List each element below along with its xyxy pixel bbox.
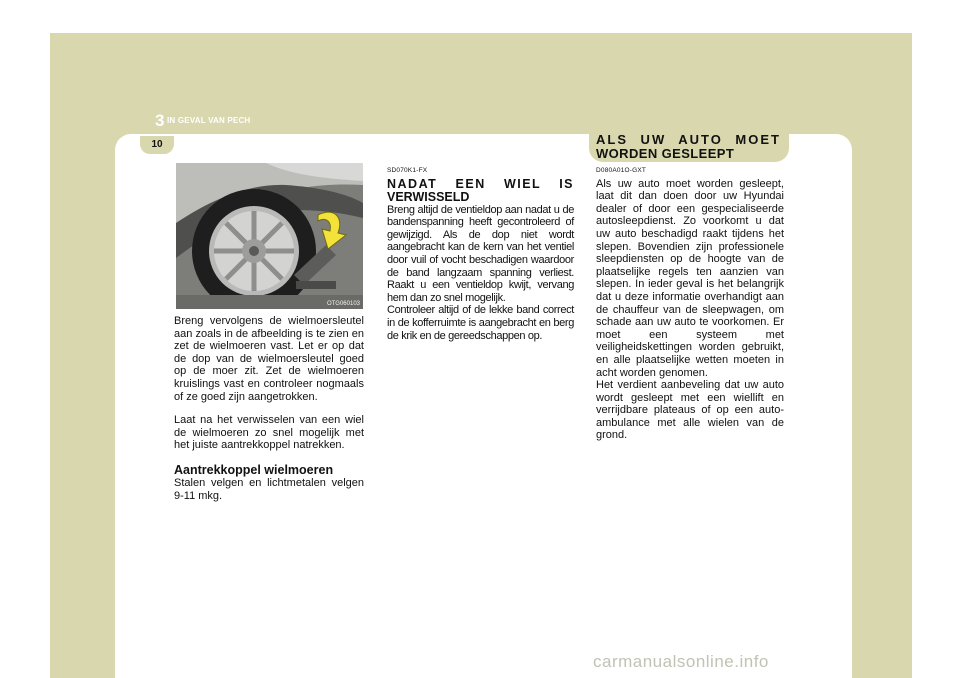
section-code: SD070K1-FX	[387, 167, 428, 174]
section-code: D080A01O-GXT	[596, 167, 647, 174]
paragraph-store-tools: Controleer altijd of de lekke band correct in de kofferruimte is aangebracht en berg de krik en de gereedschappen op.	[387, 304, 574, 342]
watermark: carmanualsonline.info	[593, 652, 769, 671]
page-number: 10	[140, 136, 174, 154]
column-3	[596, 165, 784, 442]
section-tab	[589, 130, 789, 162]
paragraph-towing: Als uw auto moet worden gesleept, laat dit dan doen door uw Hyundai dealer of door een gespecialiseerde autosleepdienst. Zo voorkomt u dat uw auto beschadigd raakt tijdens het slepen. Bovendien zijn professionele sleepdiensten op de hoogte van de plaatselijke regels ten aanzien van slepen. In ieder geval is het belangrijk dat u deze informatie overhandigt aan de chauffeur van de sleepwagen, om schade aan uw auto te voorkomen. Er moet een systeem met veiligheidskettingen worden gebruikt, en alle plaatselijke wetten moeten in acht worden genomen.	[596, 177, 784, 379]
figure-code: OTG060103	[326, 301, 360, 307]
chapter-title: IN GEVAL VAN PECH	[167, 116, 251, 125]
wheel-nut-tightening-photo	[176, 163, 363, 309]
heading-after-wheel-change: NADAT EEN WIEL IS VERWISSELD	[387, 176, 574, 204]
section-tab-line2: WORDEN GESLEEPT	[596, 146, 735, 161]
wheel-illustration	[176, 163, 363, 309]
paragraph-tighten-nuts: Breng vervolgens de wielmoersleutel aan zoals in de afbeelding is te zien en zet de wielmoeren vast. Let er op dat de dop van de wielmoersleutel goed op de moer zit. Zet de wielmoeren kruislings vast en controleer nogmaals of ze goed zijn aangetrokken.	[174, 315, 364, 403]
paragraph-valve-cap: Breng altijd de ventieldop aan nadat u de bandenspanning heeft gecontroleerd of gewijzigd. Als de dop niet wordt aangebracht kan de kern van het ventiel door vuil of vocht beschadigen waardoor de band langzaam spanning verliest. Raakt u een ventieldop kwijt, vervang hem dan zo snel mogelijk.	[387, 203, 574, 304]
column-2	[387, 165, 574, 342]
section-tab-line1: ALS UW AUTO MOET	[596, 132, 781, 147]
column-1	[174, 315, 364, 502]
paragraph-retighten: Laat na het verwisselen van een wiel de wielmoeren zo snel mogelijk met het juiste aantrekkoppel natrekken.	[174, 414, 364, 452]
paragraph-towing-advice: Het verdient aanbeveling dat uw auto wordt gesleept met een wiellift en verrijdbare plateaus of op een auto-ambulance met alle wielen van de grond.	[596, 379, 784, 442]
paragraph-torque-value: Stalen velgen en lichtmetalen velgen 9-11 mkg.	[174, 476, 364, 502]
chapter-number: 3	[155, 111, 165, 130]
heading-torque: Aantrekkoppel wielmoeren	[174, 462, 334, 477]
